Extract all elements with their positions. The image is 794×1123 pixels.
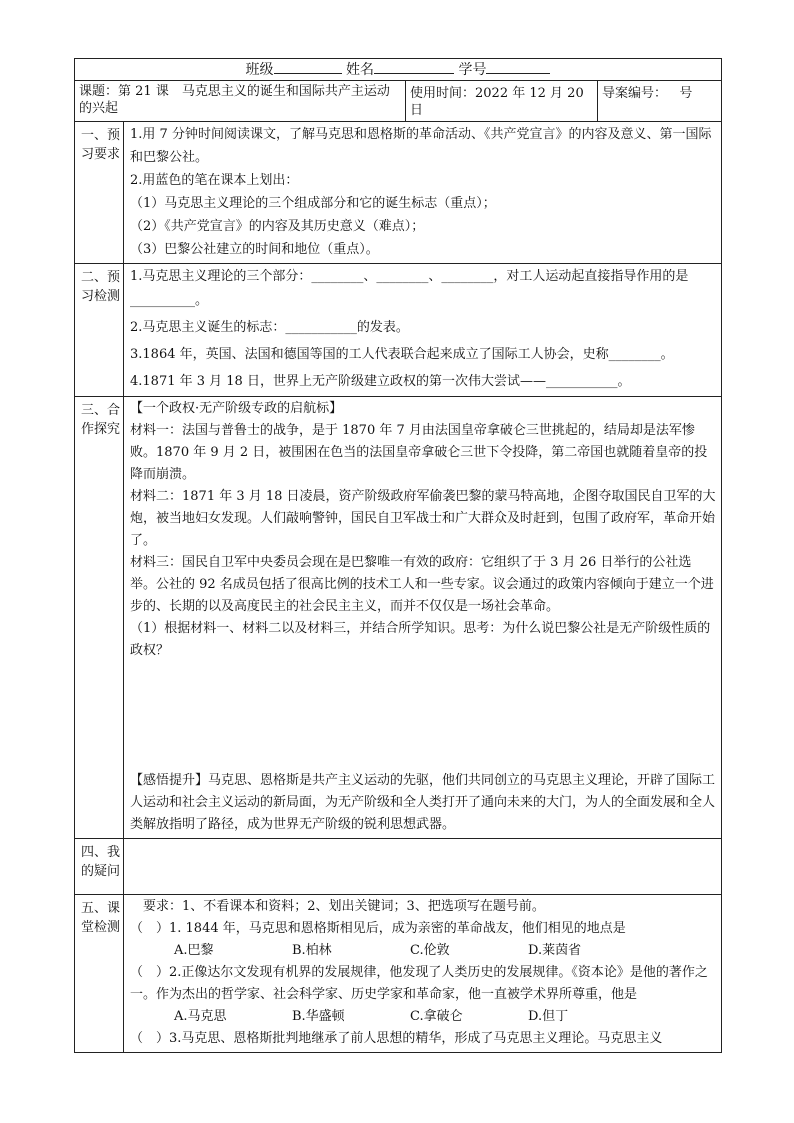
name-label: 姓名 bbox=[346, 62, 374, 78]
use-time-label: 使用时间： bbox=[410, 86, 476, 101]
worksheet-table bbox=[74, 58, 722, 1053]
guide-number-label: 导案编号： bbox=[602, 86, 668, 101]
topic-text: 第 21 课 马克思主义的诞生和国际共产主运动的兴起 bbox=[79, 84, 390, 116]
q1-option-a[interactable]: A.巴黎 bbox=[174, 943, 214, 958]
use-time-cell bbox=[406, 81, 598, 121]
use-time-value: 2022 年 12 月 20 日 bbox=[410, 86, 584, 118]
question-2-options bbox=[130, 1006, 716, 1028]
section-2-label-cell bbox=[75, 264, 124, 397]
question-3[interactable]: （ ）3.马克思、恩格斯批判地继承了前人思想的精华，形成了马克思主义理论。马克思主义 bbox=[130, 1031, 663, 1046]
q2-option-b[interactable]: B.华盛顿 bbox=[292, 1009, 345, 1024]
preview-check-2[interactable]: 2.马克思主义诞生的标志：___________的发表。 bbox=[130, 320, 409, 335]
inquiry-title: 【一个政权·无产阶级专政的启航标】 bbox=[130, 401, 343, 416]
section-4-label-cell bbox=[75, 839, 124, 895]
class-label: 班级 bbox=[245, 62, 274, 78]
question-1-options bbox=[130, 940, 716, 962]
section-1-label: 一、预习要求 bbox=[81, 128, 121, 162]
q1-option-c[interactable]: C.伦敦 bbox=[410, 943, 450, 958]
test-requirements: 要求：1、不看课本和资料；2、划出关键词；3、把选项写在题号前。 bbox=[130, 899, 545, 914]
inquiry-question-1: （1）根据材料一、材料二以及材料三，并结合所学知识。思考：为什么说巴黎公社是无产阶级性质的政权？ bbox=[130, 621, 711, 658]
student-id-blank[interactable] bbox=[486, 59, 550, 74]
section-5-label: 五、课堂检测 bbox=[81, 901, 121, 935]
section-2-content bbox=[124, 264, 722, 397]
section-4-label: 四、我的疑问 bbox=[81, 845, 121, 879]
material-1: 材料一：法国与普鲁士的战争，是于 1870 年 7 月由法国皇帝拿破仑三世挑起的，结局却是法军惨败。1870 年 9 月 2 日，被围困在色当的法国皇帝拿破仑三世下令投降，第二帝国也就随着皇帝的投降而崩溃。 bbox=[130, 423, 708, 482]
q1-option-b[interactable]: B.柏林 bbox=[292, 943, 332, 958]
section-3-content bbox=[124, 397, 722, 839]
preview-requirement-2-3: （3）巴黎公社建立的时间和地位（重点）。 bbox=[130, 242, 379, 257]
preview-requirement-2: 2.用蓝色的笔在课本上划出： bbox=[130, 173, 299, 188]
guide-number-suffix: 号 bbox=[679, 86, 693, 101]
q2-option-d[interactable]: D.但丁 bbox=[528, 1009, 569, 1024]
question-1[interactable]: （ ）1. 1844 年，马克思和恩格斯相见后，成为亲密的革命战友，他们相见的地点是 bbox=[130, 921, 626, 936]
name-blank[interactable] bbox=[374, 59, 454, 74]
header-row bbox=[75, 59, 722, 81]
preview-check-4[interactable]: 4.1871 年 3 月 18 日，世界上无产阶级建立政权的第一次伟大尝试——___________。 bbox=[130, 374, 631, 389]
section-3-label: 三、合作探究 bbox=[81, 403, 121, 437]
q2-option-a[interactable]: A.马克思 bbox=[174, 1009, 227, 1024]
section-5-label-cell bbox=[75, 895, 124, 1053]
section-1-content bbox=[124, 122, 722, 264]
section-3-label-cell bbox=[75, 397, 124, 839]
q2-option-c[interactable]: C.拿破仑 bbox=[410, 1009, 463, 1024]
preview-check-3[interactable]: 3.1864 年，英国、法国和德国等国的工人代表联合起来成立了国际工人协会，史称________。 bbox=[130, 347, 674, 362]
student-id-label: 学号 bbox=[458, 62, 487, 78]
topic-cell bbox=[75, 81, 406, 121]
preview-requirement-2-1: （1）马克思主义理论的三个组成部分和它的诞生标志（重点）； bbox=[130, 196, 496, 211]
answer-space[interactable] bbox=[130, 662, 716, 770]
guide-number-cell bbox=[598, 81, 721, 121]
section-5-content bbox=[124, 895, 722, 1053]
question-2[interactable]: （ ）2.正像达尔文发现有机界的发展规律，他发现了人类历史的发展规律。《资本论》是他的著作之一。作为杰出的哲学家、社会科学家、历史学家和革命家，他一直被学术界所尊重，他是 bbox=[130, 965, 708, 1002]
preview-requirement-1: 1.用 7 分钟时间阅读课文，了解马克思和恩格斯的革命活动、《共产党宣言》的内容及意义、第一国际和巴黎公社。 bbox=[130, 127, 712, 165]
topic-label: 课题： bbox=[79, 84, 119, 99]
material-2: 材料二：1871 年 3 月 18 日凌晨，资产阶级政府军偷袭巴黎的蒙马特高地，企图夺取国民自卫军的大炮，被当地妇女发现。人们敲响警钟，国民自卫军战士和广大群众及时赶到，包围了政府军，革命开始了。 bbox=[130, 489, 716, 548]
my-questions-area[interactable] bbox=[124, 839, 722, 895]
class-blank[interactable] bbox=[274, 59, 342, 74]
preview-requirement-2-2: （2）《共产党宣言》的内容及其历史意义（难点）； bbox=[130, 219, 425, 234]
material-3: 材料三：国民自卫军中央委员会现在是巴黎唯一有效的政府：它组织了于 3 月 26 日举行的公社选举。公社的 92 名成员包括了很高比例的技术工人和一些专家。议会通过的政策内容倾向于建立一个进步的、长期的以及高度民主的社会民主主义，而并不仅仅是一场社会革命。 bbox=[130, 555, 714, 614]
section-2-label: 二、预习检测 bbox=[81, 270, 121, 304]
preview-check-1[interactable]: 1.马克思主义理论的三个部分：________、________、________，对工人运动起直接指导作用的是__________。 bbox=[130, 269, 689, 308]
q1-option-d[interactable]: D.莱茵省 bbox=[528, 943, 582, 958]
subject-row bbox=[75, 81, 722, 122]
insight-summary: 【感悟提升】马克思、恩格斯是共产主义运动的先驱，他们共同创立的马克思主义理论，开辟了国际工人运动和社会主义运动的新局面，为无产阶级和全人类打开了通向未来的大门，为人的全面发展和全人类解放指明了路径，成为世界无产阶级的锐利思想武器。 bbox=[130, 773, 716, 832]
section-1-label-cell bbox=[75, 122, 124, 264]
